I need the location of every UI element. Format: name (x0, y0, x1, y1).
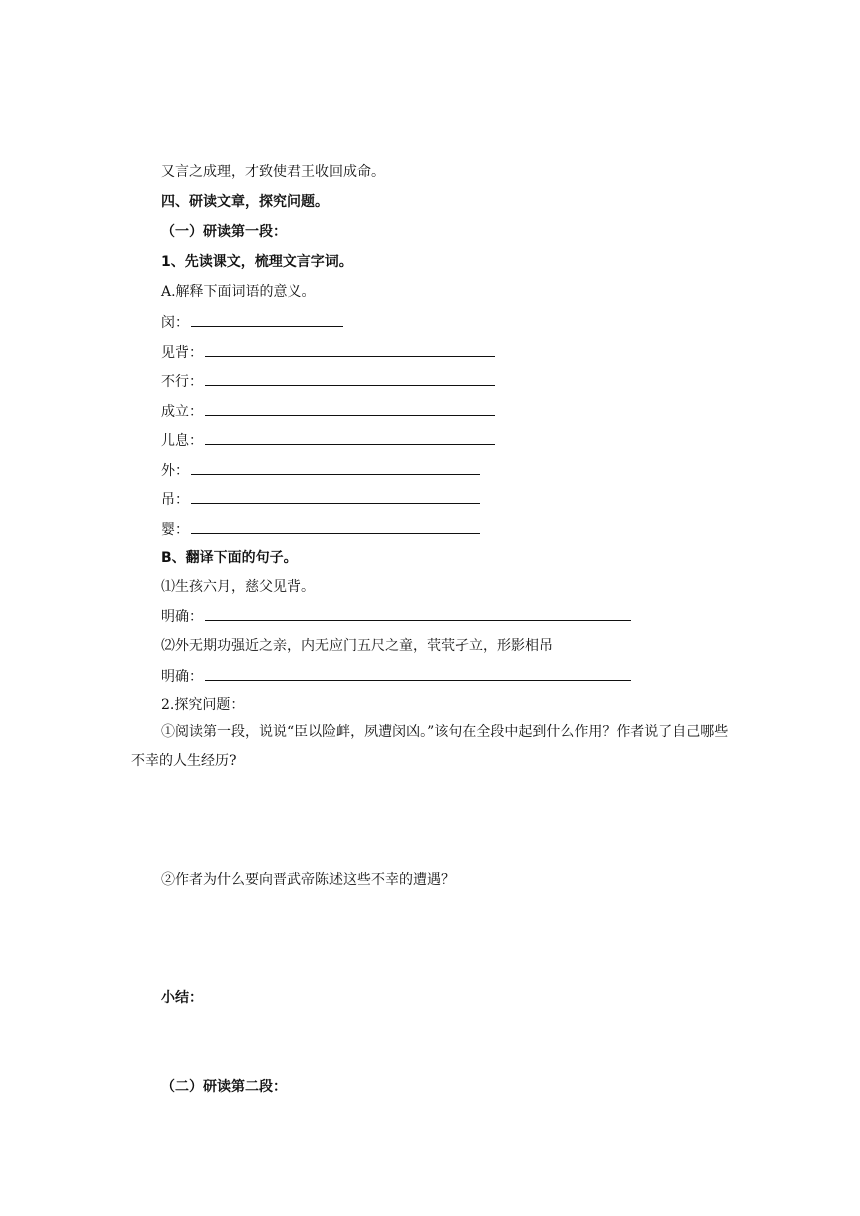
part2-title: （二）研读第二段： (161, 1079, 287, 1095)
vocab-item (161, 342, 495, 363)
answer-blank[interactable] (191, 460, 480, 475)
step1-title: 1、先读课文，梳理文言字词。 (161, 254, 353, 270)
answer-blank[interactable] (191, 312, 343, 327)
answer-line-1 (161, 606, 631, 627)
question-1 (131, 718, 741, 776)
answer-blank[interactable] (205, 371, 495, 386)
answer-blank[interactable] (205, 430, 495, 445)
intro-line: 又言之成理，才致使君王收回成命。 (161, 164, 385, 180)
part1-title: （一）研读第一段： (161, 224, 287, 240)
vocab-item (161, 371, 495, 392)
question-1-text: ①阅读第一段，说说“臣以险衅，夙遭闵凶。”该句在全段中起到什么作用？作者说了自己哪些不幸的人生经历? (131, 724, 729, 769)
vocab-term: 成立： (161, 404, 203, 420)
vocab-term: 闵： (161, 315, 189, 331)
vocab-term: 婴： (161, 522, 189, 538)
answer-label: 明确： (161, 669, 203, 685)
vocab-term: 吊： (161, 492, 189, 508)
answer-line-2 (161, 666, 631, 687)
step2-title: 2.探究问题： (161, 697, 245, 713)
vocab-term: 儿息： (161, 433, 203, 449)
answer-blank[interactable] (191, 489, 480, 504)
answer-blank[interactable] (205, 606, 631, 621)
vocab-item (161, 460, 480, 481)
sentence-2: ⑵外无期功强近之亲，内无应门五尺之童，茕茕孑立，形影相吊 (161, 638, 553, 654)
vocab-term: 见背： (161, 345, 203, 361)
vocab-item (161, 430, 495, 451)
summary-label: 小结： (161, 990, 203, 1006)
vocab-term: 外： (161, 463, 189, 479)
vocab-item (161, 519, 480, 540)
answer-blank[interactable] (205, 666, 631, 681)
section4-title: 四、研读文章，探究问题。 (161, 194, 329, 210)
subA-title: A.解释下面词语的意义。 (161, 284, 316, 300)
answer-blank[interactable] (191, 519, 480, 534)
vocab-item (161, 312, 343, 333)
answer-blank[interactable] (205, 401, 495, 416)
vocab-item (161, 401, 495, 422)
question-2: ②作者为什么要向晋武帝陈述这些不幸的遭遇？ (161, 872, 455, 888)
subB-title: B、翻译下面的句子。 (161, 550, 298, 566)
vocab-term: 不行： (161, 374, 203, 390)
vocab-item (161, 489, 480, 510)
sentence-1: ⑴生孩六月，慈父见背。 (161, 579, 315, 595)
answer-blank[interactable] (205, 342, 495, 357)
answer-label: 明确： (161, 609, 203, 625)
